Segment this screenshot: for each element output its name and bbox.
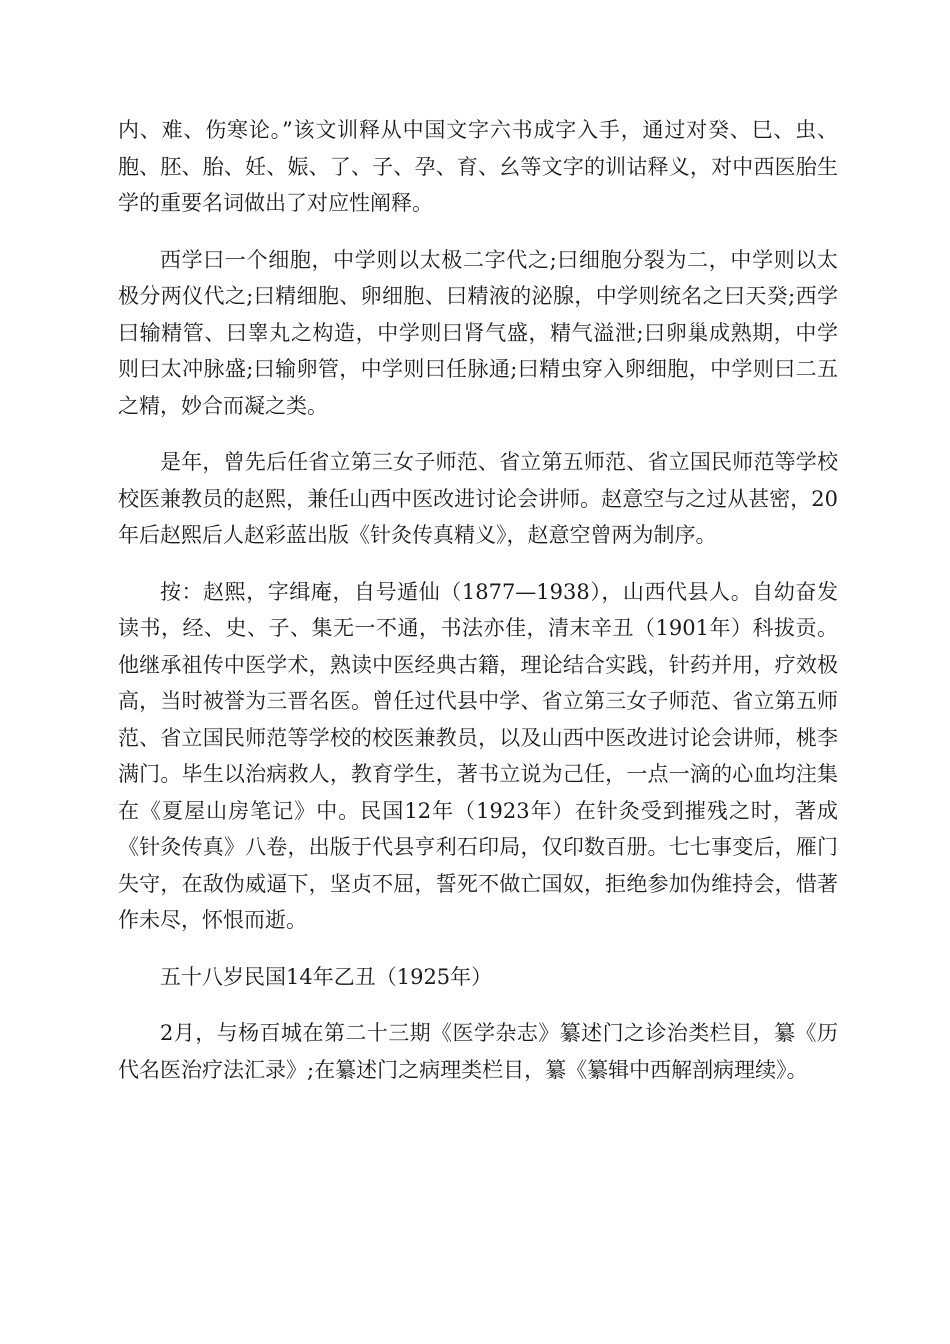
- paragraph-2: 西学曰一个细胞，中学则以太极二字代之;曰细胞分裂为二，中学则以太极分两仪代之;曰精细胞、卵细胞、曰精液的泌腺，中学则统名之曰天癸;西学曰输精管、曰睾丸之构造，中学则曰肾气盛，精气溢泄;曰卵巢成熟期，中学则曰太冲脉盛;曰输卵管，中学则曰任脉通;曰精虫穿入卵细胞，中学则曰二五之精，妙合而凝之类。: [118, 247, 838, 418]
- section-heading: 五十八岁民国14年乙丑（1925年）: [160, 964, 493, 989]
- document-body: [118, 112, 838, 1108]
- paragraph-1: 内、难、伤寒论。”该文训释从中国文字六书成字入手，通过对癸、巳、虫、胞、胚、胎、妊、娠、了、子、孕、育、幺等文字的训诂释义，对中西医胎生学的重要名词做出了对应性阐释。: [118, 118, 838, 215]
- paragraph-4: 按：赵熙，字缉庵，自号遁仙（1877—1938），山西代县人。自幼奋发读书，经、史、子、集无一不通，书法亦佳，清末辛丑（1901年）科拔贡。他继承祖传中医学术，熟读中医经典古籍，理论结合实践，针药并用，疗效极高，当时被誉为三晋名医。曾任过代县中学、省立第三女子师范、省立第五师范、省立国民师范等学校的校医兼教员，以及山西中医改进讨论会讲师，桃李满门。毕生以治病救人，教育学生，著书立说为己任，一点一滴的心血均注集在《夏屋山房笔记》中。民国12年（1923年）在针灸受到摧残之时，著成《针灸传真》八卷，出版于代县亨利石印局，仅印数百册。七七事变后，雁门失守，在敌伪威逼下，坚贞不屈，誓死不做亡国奴，拒绝参加伪维持会，惜著作未尽，怀恨而逝。: [118, 579, 838, 932]
- paragraph-3: 是年，曾先后任省立第三女子师范、省立第五师范、省立国民师范等学校校医兼教员的赵熙，兼任山西中医改进讨论会讲师。赵意空与之过从甚密，20年后赵熙后人赵彩蓝出版《针灸传真精义》，赵意空曾两为制序。: [118, 450, 838, 547]
- paragraph-6: 2月，与杨百城在第二十三期《医学杂志》纂述门之诊治类栏目，纂《历代名医治疗法汇录》;在纂述门之病理类栏目，纂《纂辑中西解剖病理续》。: [118, 1021, 838, 1082]
